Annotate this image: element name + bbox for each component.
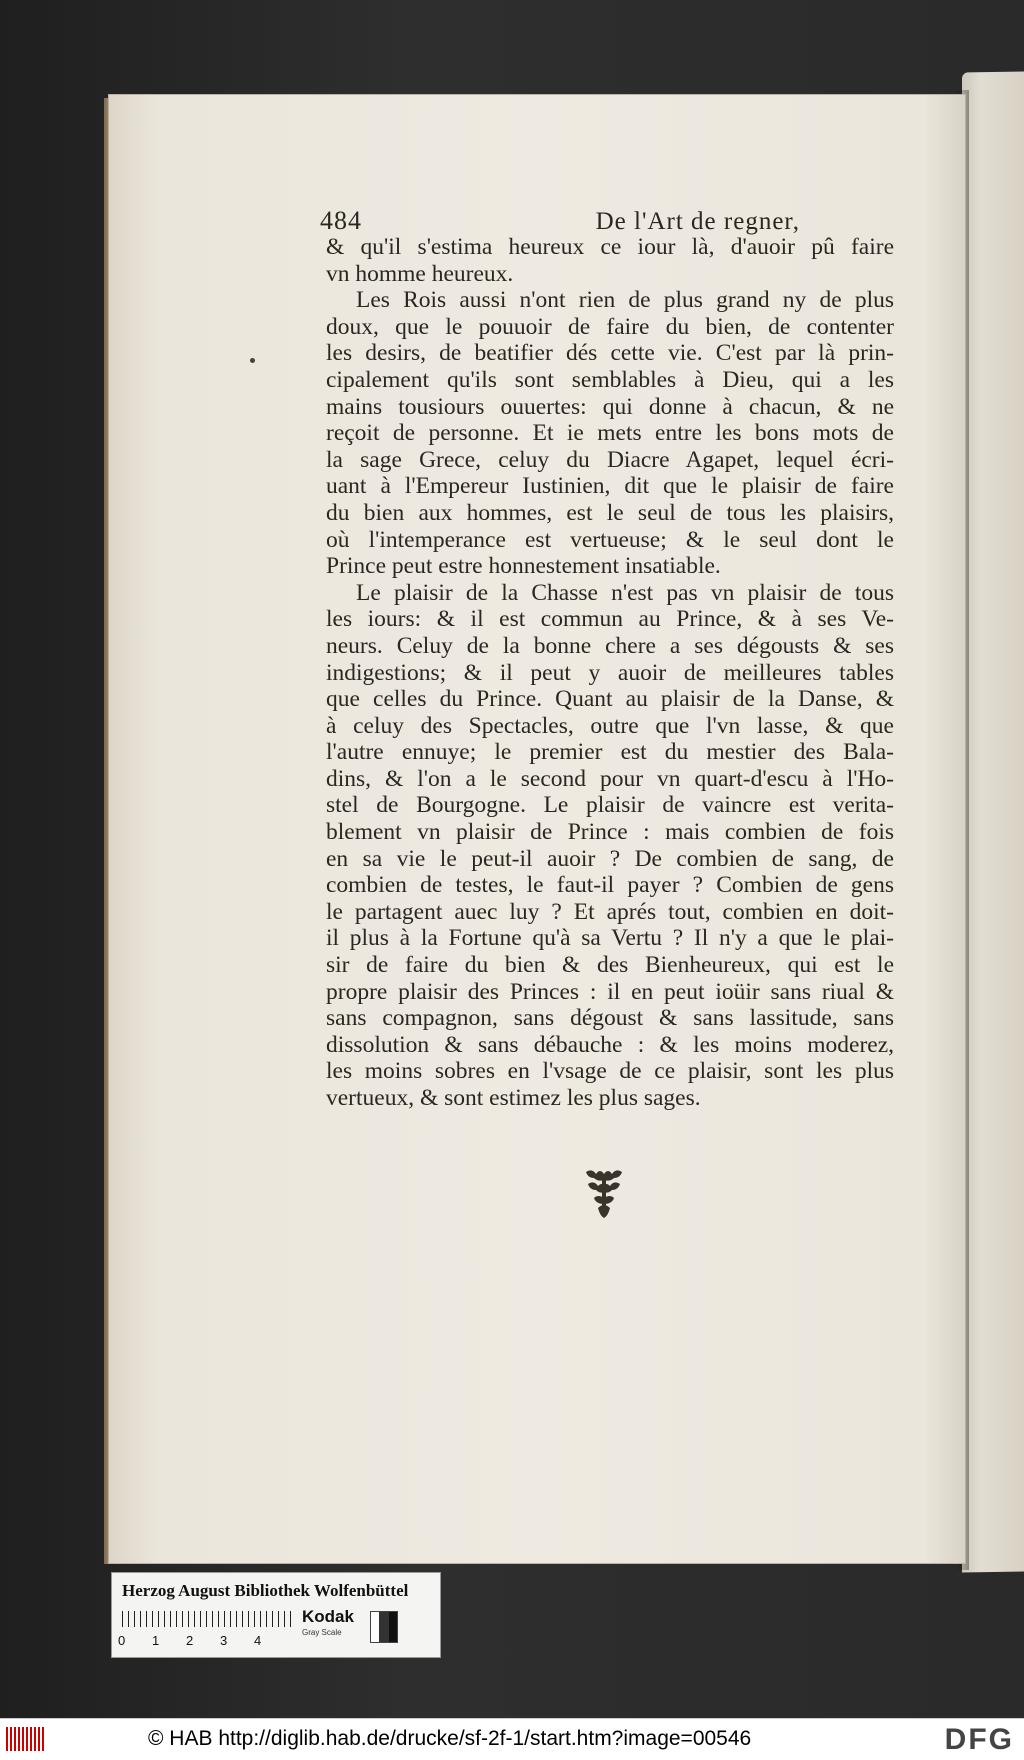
text-line: du bien aux hommes, est le seul de tous les plaisirs, [326, 499, 894, 526]
text-line: que celles du Prince. Quant au plaisir de la Danse, & [326, 686, 894, 713]
tailpiece-ornament-icon [582, 1168, 626, 1220]
ruler-number: 3 [220, 1633, 228, 1648]
text-line: les iours: & il est commun au Prince, & à ses Ve- [326, 606, 894, 633]
text-line: Les Rois aussi n'ont rien de plus grand ny de plus [356, 287, 894, 314]
ruler-number: 4 [254, 1633, 262, 1648]
text-line: Le plaisir de la Chasse n'est pas vn plaisir de tous [356, 579, 894, 606]
page-number: 484 [320, 206, 362, 235]
text-line: uant à l'Empereur Iustinien, dit que le plaisir de faire [326, 473, 894, 500]
text-line: combien de testes, le faut-il payer ? Combien de gens [326, 872, 894, 899]
text-line: les moins sobres en l'vsage de ce plaisir, sont les plus [326, 1058, 894, 1085]
text-line: neurs. Celuy de la bonne chere a ses dégousts & ses [326, 632, 894, 659]
text-lines [326, 234, 894, 1112]
text-line: vertueux, & sont estimez les plus sages. [326, 1085, 701, 1111]
gray-scale-caption: Gray Scale [302, 1628, 342, 1637]
text-line: les desirs, de beatifier dés cette vie. C'est par là prin- [326, 340, 894, 367]
text-line: où l'intemperance est vertueuse; & le seul dont le [326, 526, 894, 553]
library-label [111, 1572, 441, 1658]
barcode-icon [6, 1727, 46, 1751]
ruler-number: 0 [118, 1633, 126, 1648]
text-line: sir de faire du bien & des Bienheureux, qui est le [326, 952, 894, 979]
text-line: la sage Grece, celuy du Diacre Agapet, lequel écri- [326, 446, 894, 473]
next-page-edge [962, 71, 1024, 1572]
text-line: stel de Bourgogne. Le plaisir de vaincre est verita- [326, 792, 894, 819]
text-line: & qu'il s'estima heureux ce iour là, d'auoir pû faire [326, 234, 894, 260]
text-line: l'autre ennuye; le premier est du mestier des Bala- [326, 739, 894, 766]
text-line: sans compagnon, sans dégoust & sans lassitude, sans [326, 1005, 894, 1032]
ruler-number: 1 [152, 1633, 160, 1648]
copyright-link[interactable]: © HAB http://diglib.hab.de/drucke/sf-2f-1/start.htm?image=00546 [148, 1727, 752, 1750]
text-line: Prince peut estre honnestement insatiable. [326, 553, 721, 580]
text-line: vn homme heureux. [326, 260, 514, 287]
text-line: blement vn plaisir de Prince : mais combien de fois [326, 819, 894, 846]
ruler-numbers [118, 1633, 318, 1648]
kodak-logo: Kodak [302, 1607, 354, 1626]
text-line: dissolution & sans débauche : & les moins moderez, [326, 1031, 894, 1058]
text-line: propre plaisir des Princes : il en peut ioüir sans riual & [326, 978, 894, 1005]
text-line: mains tousiours ouuertes: qui donne à chacun, & ne [326, 393, 894, 420]
margin-mark [250, 358, 255, 363]
scale-ruler [122, 1611, 292, 1627]
text-line: en sa vie le peut-il auoir ? De combien de sang, de [326, 845, 894, 872]
text-line: doux, que le pouuoir de faire du bien, de contenter [326, 313, 894, 340]
text-line: à celuy des Spectacles, outre que l'vn lasse, & que [326, 712, 894, 739]
dfg-logo: DFG [944, 1723, 1014, 1756]
text-line: il plus à la Fortune qu'à sa Vertu ? Il n'y a que le plai- [326, 925, 894, 952]
running-title: De l'Art de regner, [595, 208, 800, 235]
library-name: Herzog August Bibliothek Wolfenbüttel [122, 1581, 409, 1600]
text-line: le partagent auec luy ? Et aprés tout, combien en doit- [326, 898, 894, 925]
gray-scale-patch [370, 1611, 398, 1643]
page-text [320, 206, 894, 1112]
running-header [320, 208, 800, 234]
text-line: dins, & l'on a le second pour vn quart-d'escu à l'Ho- [326, 765, 894, 792]
text-line: reçoit de personne. Et ie mets entre les bons mots de [326, 420, 894, 447]
text-line: indigestions; & il peut y auoir de meilleures tables [326, 659, 894, 686]
ruler-number: 2 [186, 1633, 194, 1648]
text-line: cipalement qu'ils sont semblables à Dieu, qui a les [326, 366, 894, 393]
footer-bar [0, 1718, 1024, 1760]
